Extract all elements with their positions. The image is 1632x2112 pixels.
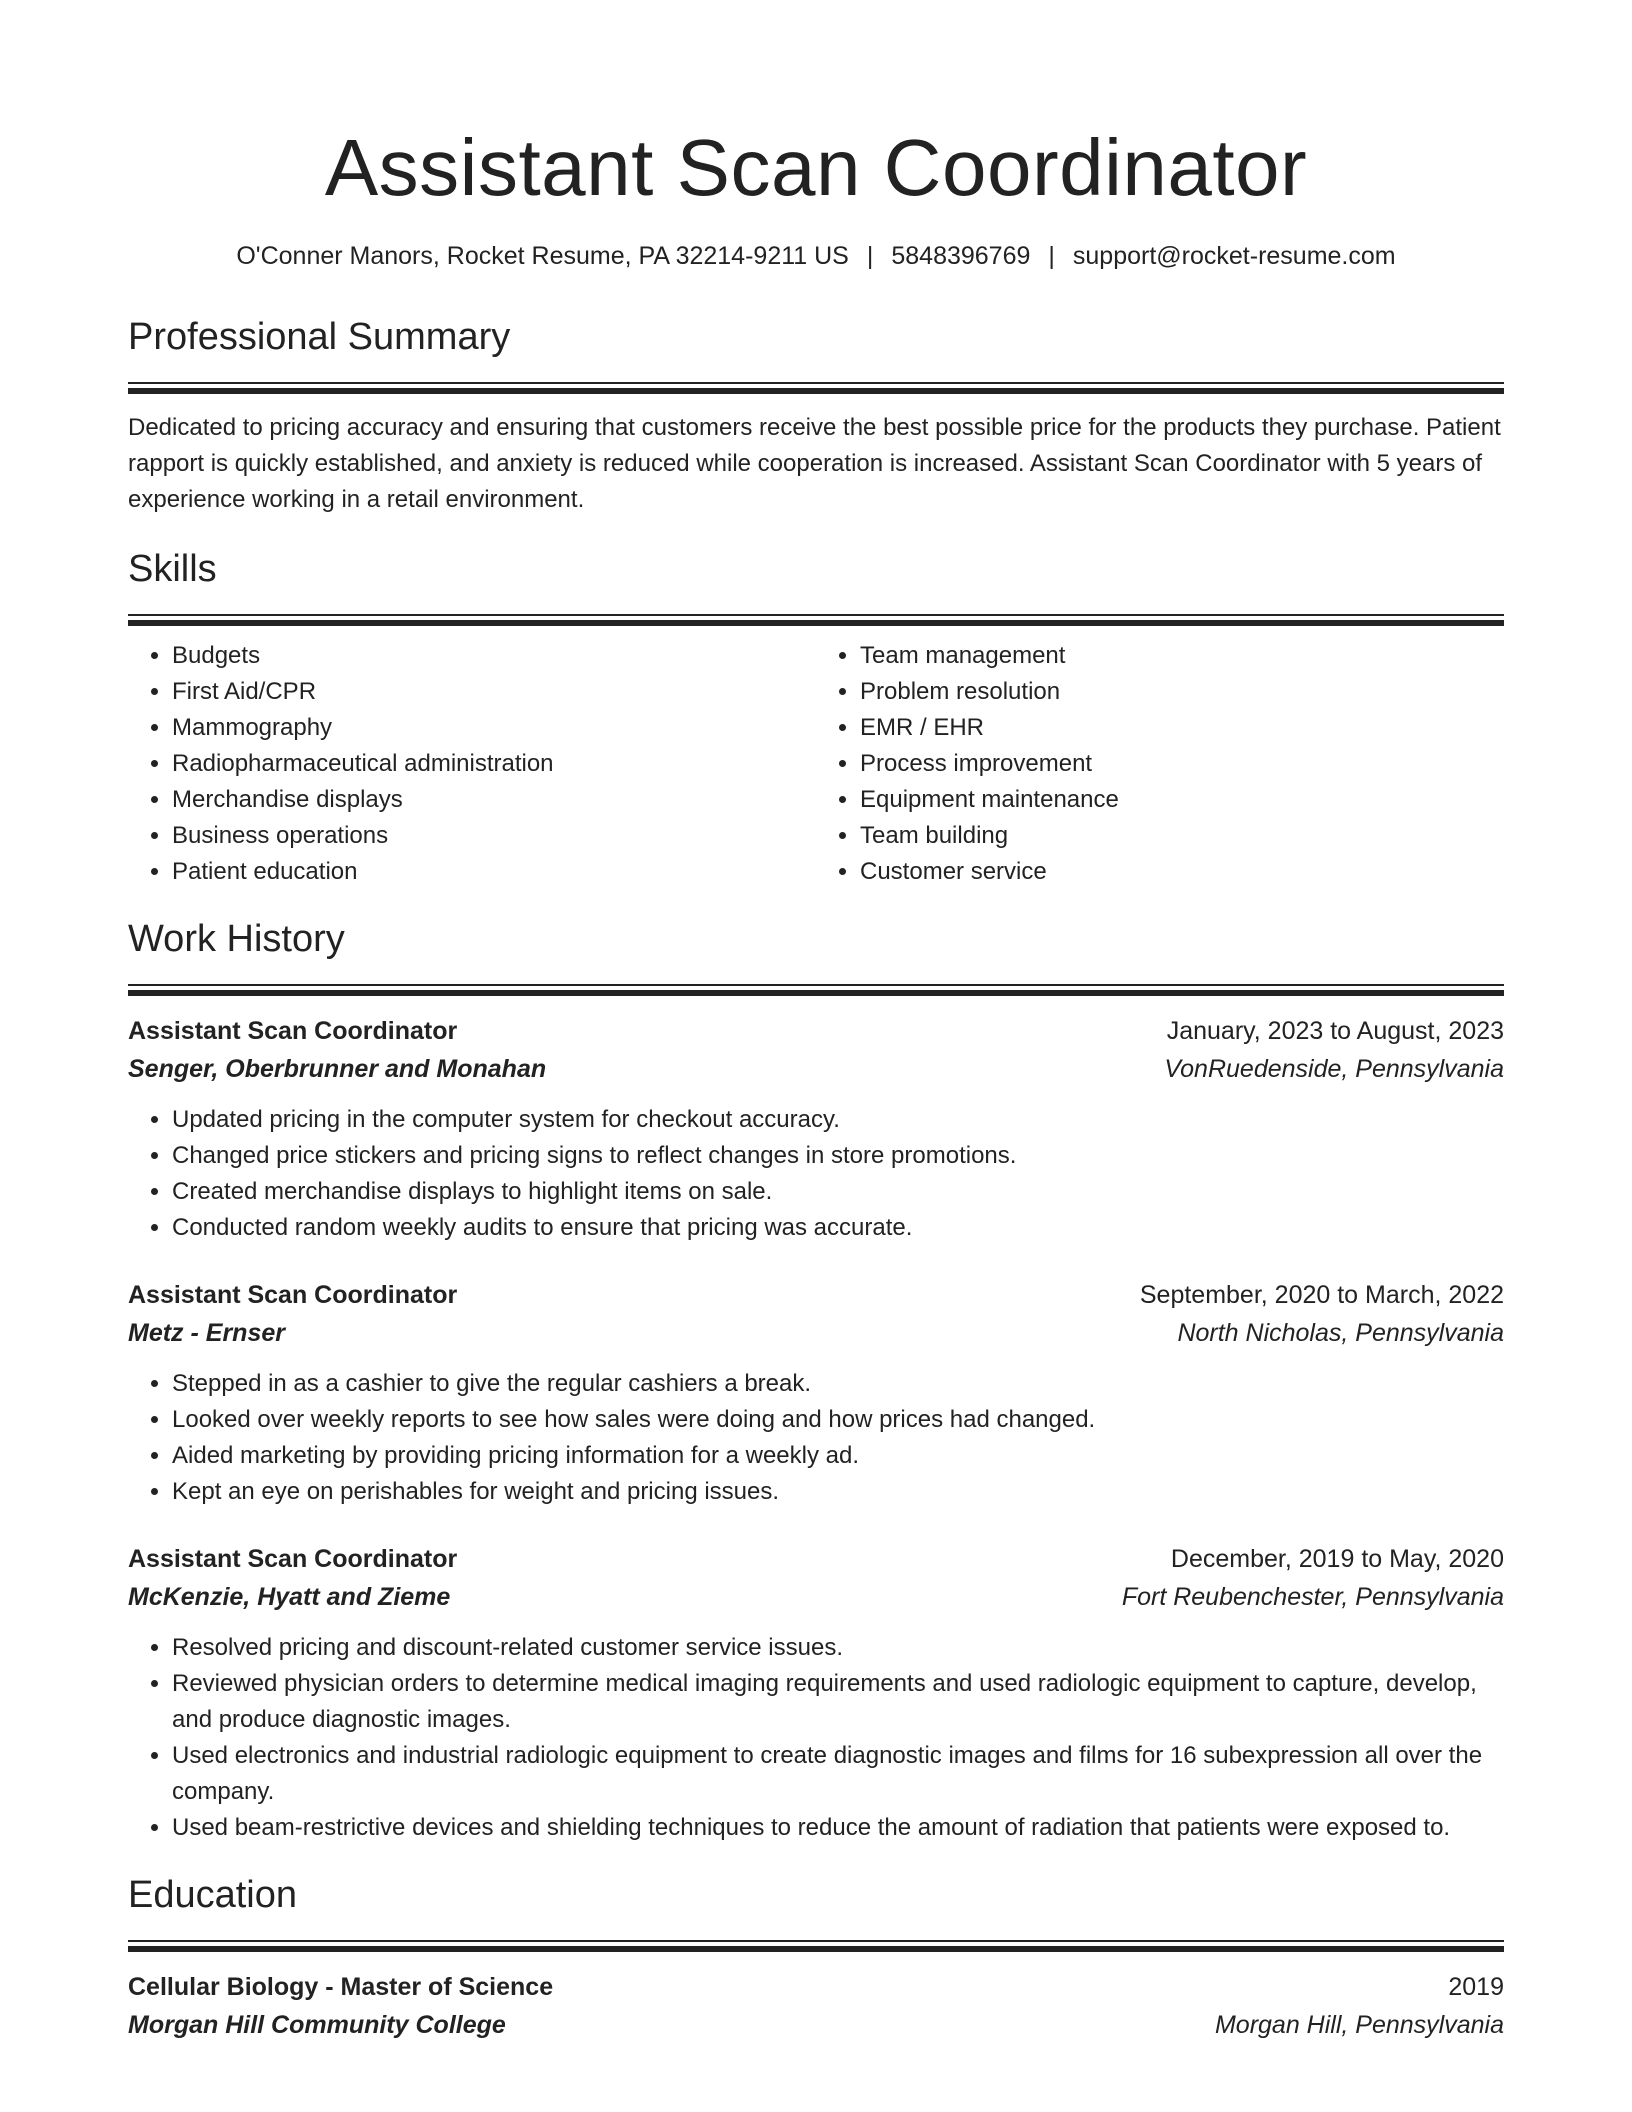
skill-item: • Process improvement (860, 746, 1504, 782)
skills-columns (128, 638, 1504, 890)
job-duties (128, 1102, 1504, 1246)
section-divider (128, 614, 1504, 628)
job-company: Metz - Ernser (128, 1319, 285, 1347)
candidate-name: Assistant Scan Coordinator (324, 123, 1308, 212)
job-title: Assistant Scan Coordinator (128, 1281, 458, 1309)
job-duty: • Changed price stickers and pricing signs to reflect changes in store promotions. (172, 1138, 1504, 1174)
education-school: Morgan Hill Community College (128, 2011, 506, 2039)
job-duties (128, 1630, 1504, 1846)
job-location: VonRuedenside, Pennsylvania (1164, 1055, 1504, 1083)
section-title-skills: Skills (128, 548, 217, 590)
skill-item: • Customer service (860, 854, 1504, 890)
job-duty: • Conducted random weekly audits to ensure that pricing was accurate. (172, 1210, 1504, 1246)
job-title: Assistant Scan Coordinator (128, 1017, 458, 1045)
skill-item: • Problem resolution (860, 674, 1504, 710)
skill-item: • Team building (860, 818, 1504, 854)
education-section (128, 1870, 1504, 2044)
skill-item: • Budgets (172, 638, 816, 674)
skill-item: • Merchandise displays (172, 782, 816, 818)
job-duty: • Reviewed physician orders to determine medical imaging requirements and used radiologic equipment to capture, develop, and produce diagnostic images. (172, 1666, 1504, 1738)
contact-email: support@rocket-resume.com (1072, 242, 1396, 270)
job-duty: • Used electronics and industrial radiologic equipment to create diagnostic images and films for 16 subexpression all over the company. (172, 1738, 1504, 1810)
job-location: North Nicholas, Pennsylvania (1177, 1319, 1504, 1347)
job-duty: • Created merchandise displays to highlight items on sale. (172, 1174, 1504, 1210)
contact-address: O'Conner Manors, Rocket Resume, PA 32214-9211 US (236, 242, 849, 270)
job-duty: • Updated pricing in the computer system for checkout accuracy. (172, 1102, 1504, 1138)
work-history-section (128, 914, 1504, 1846)
job-title: Assistant Scan Coordinator (128, 1545, 458, 1573)
section-title-education: Education (128, 1874, 298, 1916)
skill-item: • EMR / EHR (860, 710, 1504, 746)
section-divider (128, 382, 1504, 396)
job-dates: September, 2020 to March, 2022 (1139, 1281, 1504, 1309)
section-title-work-history: Work History (128, 918, 345, 960)
education-degree: Cellular Biology - Master of Science (128, 1973, 554, 2001)
summary-section (128, 312, 1504, 518)
summary-text: Dedicated to pricing accuracy and ensuring that customers receive the best possible price for the products they purchase. Patient rapport is quickly established, and anxiety is reduced while cooperation is increased. Assistant Scan Coordinator with 5 years of experience working in a retail environment. (128, 414, 1501, 513)
job-duty: • Aided marketing by providing pricing information for a weekly ad. (172, 1438, 1504, 1474)
job-entry (128, 1276, 1504, 1510)
section-divider (128, 1940, 1504, 1954)
skill-item: • Radiopharmaceutical administration (172, 746, 816, 782)
job-location: Fort Reubenchester, Pennsylvania (1121, 1583, 1504, 1611)
contact-separator: | (866, 242, 874, 270)
section-divider (128, 984, 1504, 998)
contact-line (128, 238, 1504, 274)
job-entry (128, 1540, 1504, 1846)
job-dates: December, 2019 to May, 2020 (1170, 1545, 1504, 1573)
skills-list-right (816, 638, 1504, 890)
contact-separator: | (1048, 242, 1055, 270)
job-duty: • Resolved pricing and discount-related customer service issues. (172, 1630, 1504, 1666)
skill-item: • Equipment maintenance (860, 782, 1504, 818)
skill-item: • Team management (860, 638, 1504, 674)
education-entry (128, 1968, 1504, 2044)
skill-item: • Business operations (172, 818, 816, 854)
skill-item: • Mammography (172, 710, 816, 746)
job-duty: • Looked over weekly reports to see how sales were doing and how prices had changed. (172, 1402, 1504, 1438)
job-company: McKenzie, Hyatt and Zieme (128, 1583, 451, 1611)
job-duty: • Kept an eye on perishables for weight and pricing issues. (172, 1474, 1504, 1510)
job-entry (128, 1012, 1504, 1246)
contact-phone: 5848396769 (891, 242, 1031, 270)
education-year: 2019 (1448, 1973, 1504, 2001)
section-title-summary: Professional Summary (128, 316, 511, 358)
job-duty: • Stepped in as a cashier to give the regular cashiers a break. (172, 1366, 1504, 1402)
job-duty: • Used beam-restrictive devices and shielding techniques to reduce the amount of radiation that patients were exposed to. (172, 1810, 1504, 1846)
job-dates: January, 2023 to August, 2023 (1166, 1017, 1504, 1045)
education-location: Morgan Hill, Pennsylvania (1214, 2011, 1504, 2039)
skill-item: • First Aid/CPR (172, 674, 816, 710)
job-duties (128, 1366, 1504, 1510)
job-company: Senger, Oberbrunner and Monahan (128, 1055, 547, 1083)
skill-item: • Patient education (172, 854, 816, 890)
skills-section (128, 544, 1504, 890)
skills-list-left (128, 638, 816, 890)
